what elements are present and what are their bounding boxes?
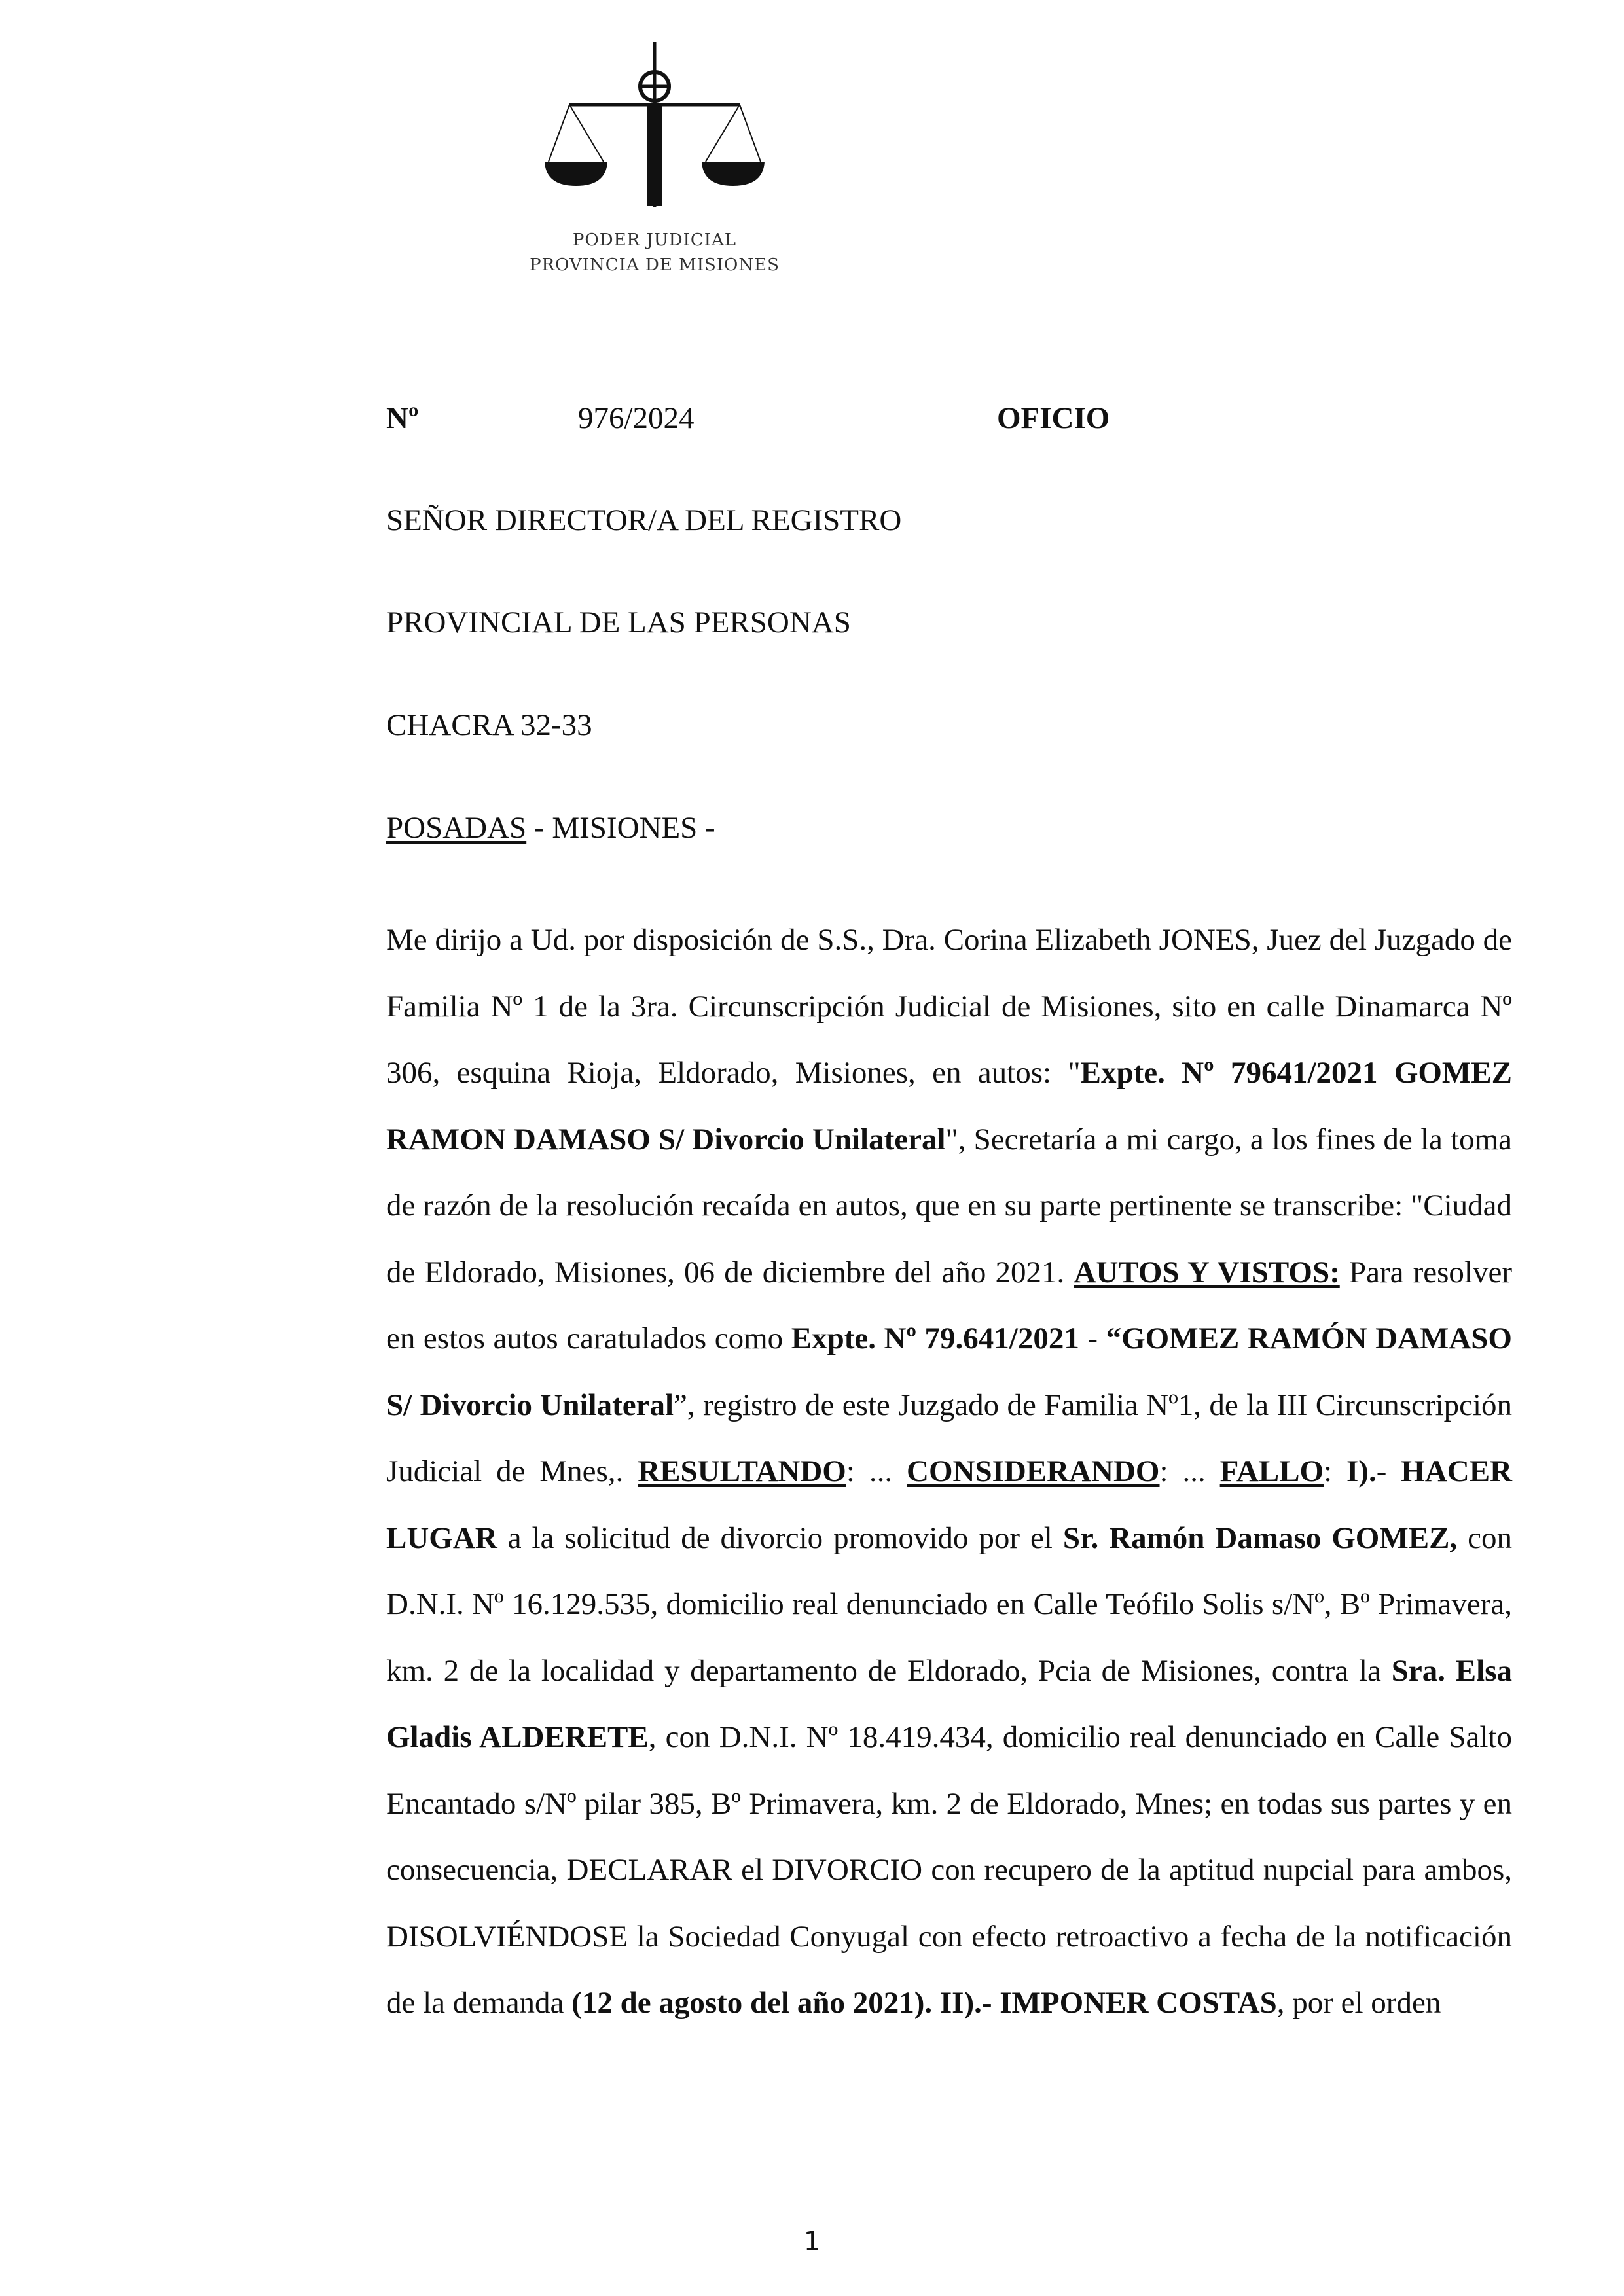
- ruling-item-1: I).- HACER LUGAR: [386, 1454, 1512, 1555]
- scales-of-justice-icon: [543, 41, 766, 211]
- recipient-city: POSADAS: [386, 811, 527, 845]
- seal-text-line-1: PODER JUDICIAL: [572, 230, 737, 250]
- body-text: Me dirijo a Ud. por disposición de S.S., Dra. Corina Elizabeth JONES, Juez del Juzgado de Familia Nº 1 de la 3ra. Circunscripción Judicial de Misiones, sito en calle Dinamarca Nº 306, esquina Rioja, Eldorado, Misiones, en autos: ": [386, 923, 1512, 1090]
- fallo-heading: FALLO: [1219, 1454, 1324, 1488]
- page-number: 1: [803, 2227, 821, 2257]
- petitioner-name: Sr. Ramón Damaso GOMEZ,: [1062, 1520, 1458, 1555]
- document-number-label: Nº: [386, 401, 419, 435]
- body-text: , con D.N.I. Nº 18.419.434, domicilio real denunciado en Calle Salto Encantado s/Nº pilar 385, Bº Primavera, km. 2 de Eldorado, Mnes; en todas sus partes y en consecuencia, DECLARAR el DIVORCIO con recupero de la aptitud nupcial para ambos, DISOLVIÉNDOSE la Sociedad Conyugal con efecto retroactivo a fecha de la notificación de la demanda: [386, 1720, 1512, 2020]
- recipient-line-1: SEÑOR DIRECTOR/A DEL REGISTRO: [386, 503, 902, 537]
- body-text: Para resolver en estos autos caratulados como: [386, 1255, 1513, 1355]
- seal-text-line-2: PROVINCIA DE MISIONES: [530, 255, 780, 275]
- considerando-heading: CONSIDERANDO: [907, 1454, 1160, 1488]
- document-number: 976/2024: [578, 401, 695, 435]
- recipient-line-2: PROVINCIAL DE LAS PERSONAS: [386, 605, 851, 639]
- document-title: OFICIO: [997, 401, 1110, 435]
- body-text: : ...: [1159, 1454, 1220, 1488]
- recipient-line-4: [386, 810, 715, 846]
- case-reference: Expte. Nº 79641/2021 GOMEZ RAMON DAMASO S/ Divorcio Unilateral: [386, 1056, 1512, 1157]
- respondent-name: Sra. Elsa Gladis ALDERETE: [386, 1653, 1513, 1754]
- body-text: a la solicitud de divorcio promovido por el: [497, 1520, 1063, 1555]
- body-text: , por el orden: [1276, 1986, 1441, 2020]
- body-text: ”, registro de este Juzgado de Familia Nº1, de la III Circunscripción Judicial de Mnes,.: [386, 1388, 1512, 1488]
- court-seal: [527, 41, 782, 283]
- resultando-heading: RESULTANDO: [638, 1454, 846, 1488]
- recipient-province: - MISIONES -: [526, 811, 715, 845]
- recipient-line-3: CHACRA 32-33: [386, 708, 592, 742]
- body-text: con D.N.I. Nº 16.129.535, domicilio real denunciado en Calle Teófilo Solis s/Nº, Bº Primavera, km. 2 de la localidad y departamento de Eldorado, Pcia de Misiones, contra la: [386, 1520, 1512, 1688]
- body-text: ", Secretaría a mi cargo, a los fines de la toma de razón de la resolución recaída en autos, que en su parte pertinente se transcribe: "Ciudad de Eldorado, Misiones, 06 de diciembre del año 2021.: [386, 1122, 1512, 1289]
- case-reference-2: Expte. Nº 79.641/2021 - “GOMEZ RAMÓN DAMASO S/ Divorcio Unilateral: [386, 1321, 1512, 1422]
- ruling-item-2: (12 de agosto del año 2021). II).- IMPONER COSTAS: [571, 1986, 1277, 2020]
- body-paragraph: [386, 907, 1512, 2037]
- body-text: : ...: [846, 1454, 907, 1488]
- autos-y-vistos-heading: AUTOS Y VISTOS:: [1074, 1255, 1340, 1289]
- body-text: :: [1324, 1454, 1347, 1488]
